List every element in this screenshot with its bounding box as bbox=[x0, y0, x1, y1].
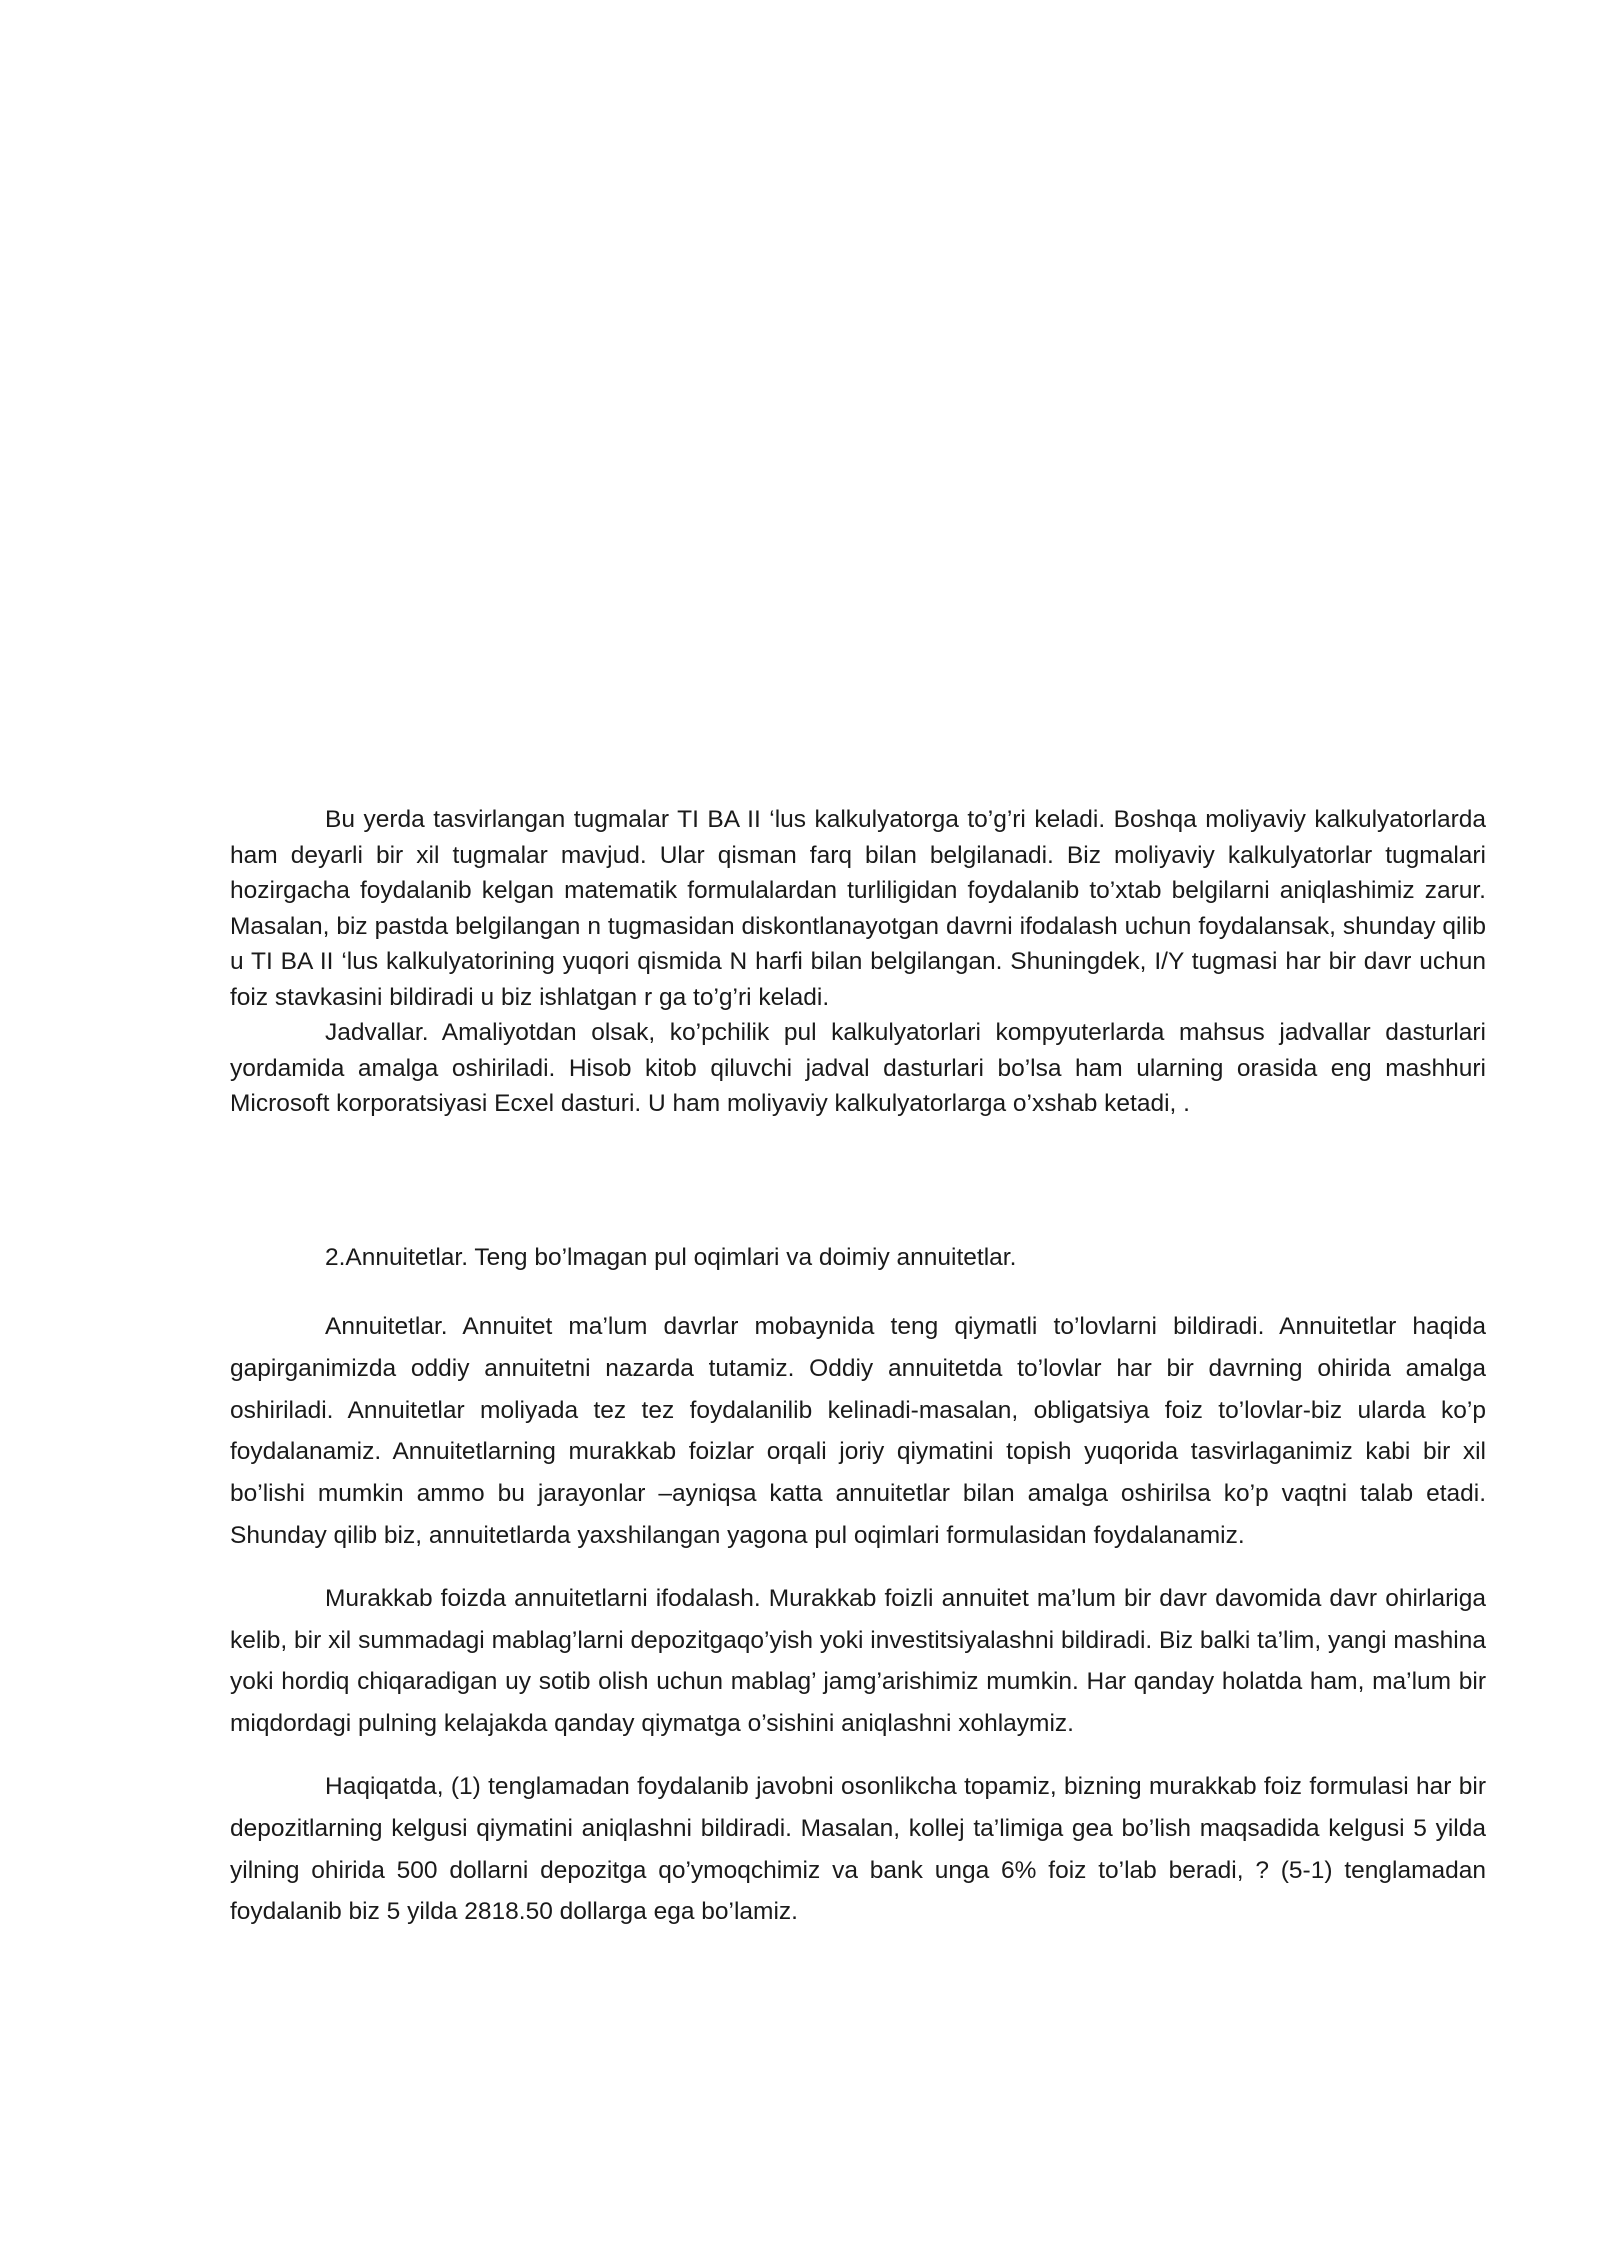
paragraph-compound-annuity: Murakkab foizda annuitetlarni ifodalash. Murakkab foizli annuitet ma’lum bir davr davomida davr ohirlariga kelib, bir xil summadagi mablag’larni depozitgaqo’yish yoki investitsiyalashni bildiradi. Biz balki ta’lim, yangi mashina yoki hordiq chiqaradigan uy sotib olish uchun mablag’ jamg’arishimiz mumkin. Har qanday holatda ham, ma’lum bir miqdordagi pulning kelajakda qanday qiymatga o’sishini aniqlashni xohlaymiz. bbox=[230, 1584, 1486, 1738]
text-section-calculators bbox=[230, 802, 1486, 1122]
text-section-annuities bbox=[230, 1306, 1486, 1933]
paragraph-spreadsheets: Jadvallar. Amaliyotdan olsak, ko’pchilik pul kalkulyatorlari kompyuterlarda mahsus jadvallar dasturlari yordamida amalga oshiriladi. Hisob kitob qiluvchi jadval dasturlari bo’lsa ham ularning orasida eng mashhuri Microsoft korporatsiyasi Ecxel dasturi. U ham moliyaviy kalkulyatorlarga o’xshab ketadi, . bbox=[230, 1019, 1486, 1117]
section-heading-annuities: 2.Annuitetlar. Teng bo’lmagan pul oqimlari va doimiy annuitetlar. bbox=[325, 1244, 1017, 1271]
paragraph-example-calculation: Haqiqatda, (1) tenglamadan foydalanib javobni osonlikcha topamiz, bizning murakkab foiz formulasi har bir depozitlarning kelgusi qiymatini aniqlashni bildiradi. Masalan, kollej ta’limiga gea bo’lish maqsadida kelgusi 5 yilda yilning ohirida 500 dollarni depozitga qo’ymoqchimiz va bank unga 6% foiz to’lab beradi, ? (5-1) tenglamadan foydalanib biz 5 yilda 2818.50 dollarga ega bo’lamiz. bbox=[230, 1772, 1486, 1926]
paragraph-annuities-definition: Annuitetlar. Annuitet ma’lum davrlar mobaynida teng qiymatli to’lovlarni bildiradi. Annuitetlar haqida gapirganimizda oddiy annuitetni nazarda tutamiz. Oddiy annuitetda to’lovlar har bir davrning ohirida amalga oshiriladi. Annuitetlar moliyada tez tez foydalanilib kelinadi-masalan, obligatsiya foiz to’lovlar-biz ularda ko’p foydalanamiz. Annuitetlarning murakkab foizlar orqali joriy qiymatini topish yuqorida tasvirlaganimiz kabi bir xil bo’lishi mumkin ammo bu jarayonlar –ayniqsa katta annuitetlar bilan amalga oshirilsa ko’p vaqtni talab etadi. Shunday qilib biz, annuitetlarda yaxshilangan yagona pul oqimlari formulasidan foydalanamiz. bbox=[230, 1313, 1486, 1549]
paragraph-calculator-buttons: Bu yerda tasvirlangan tugmalar TI BA II ‘lus kalkulyatorga to’g’ri keladi. Boshqa moliyaviy kalkulyatorlarda ham deyarli bir xil tugmalar mavjud. Ular qisman farq bilan belgilanadi. Biz moliyaviy kalkulyatorlar tugmalari hozirgacha foydalanib kelgan matematik formulalardan turliligidan foydalanib to’xtab belgilarni aniqlashimiz zarur. Masalan, biz pastda belgilangan n tugmasidan diskontlanayotgan davrni ifodalash uchun foydalansak, shunday qilib u TI BA II ‘lus kalkulyatorining yuqori qismida N harfi bilan belgilangan. Shuningdek, I/Y tugmasi har bir davr uchun foiz stavkasini bildiradi u biz ishlatgan r ga to’g’ri keladi. bbox=[230, 806, 1486, 1011]
